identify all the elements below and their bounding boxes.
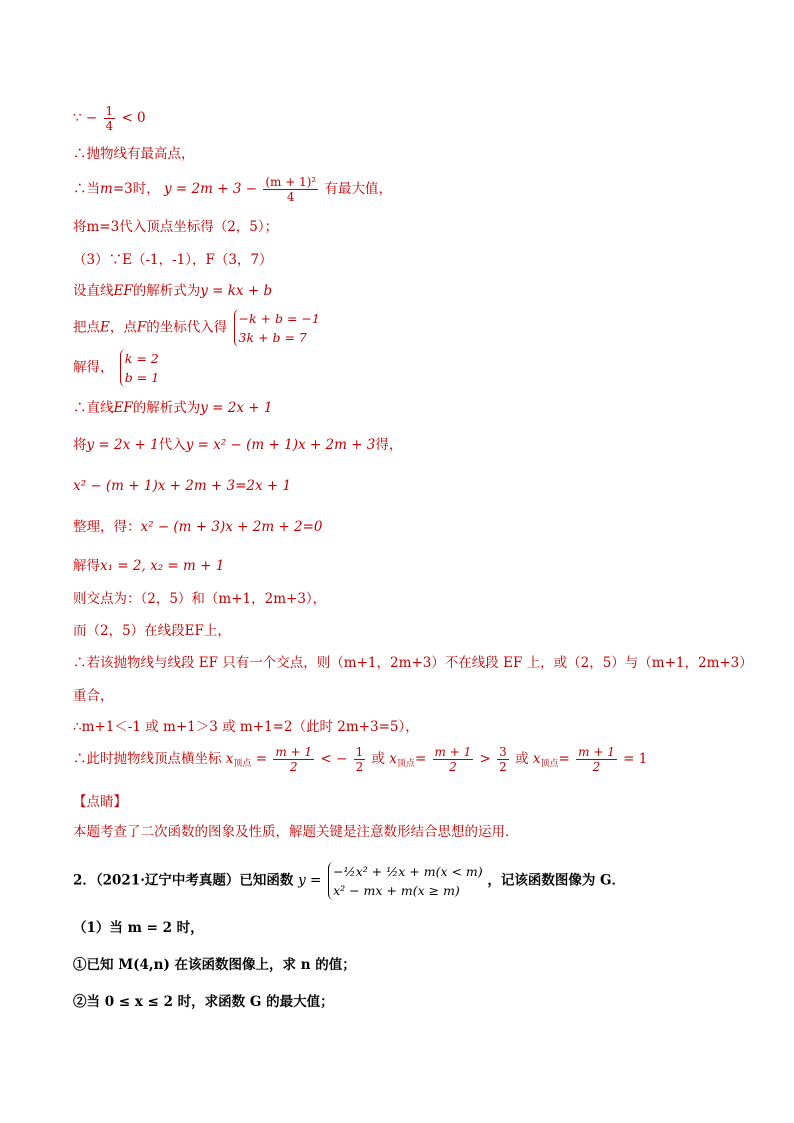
fraction: $\frac{m + 1}{2}$ (275, 745, 313, 774)
piecewise-function: −½x² + ½x + m(x < m) x² − mx + m(x ≥ m) (328, 862, 483, 900)
equation-system: k = 2 b = 1 (120, 349, 159, 387)
line-14: 则交点为：（2，5）和（m+1，2m+3）， (73, 591, 327, 607)
line-13: 解得x₁ = 2, x₂ = m + 1 (73, 558, 225, 574)
line-4: 将m=3代入顶点坐标得（2，5）； (73, 219, 279, 235)
fraction: $\frac{3}{2}$ (499, 745, 507, 774)
line-15: 而（2，5）在线段EF上， (73, 623, 231, 639)
line-2: ∴抛物线有最高点， (73, 146, 195, 162)
equation-system: −k + b = −1 3k + b = 7 (234, 309, 320, 347)
line-18: ∴m+1＜-1 或 m+1＞3 或 m+1=2（此时 2m+3=5）， (73, 719, 419, 735)
line-9: ∴直线EF的解析式为y = 2x + 1 (73, 400, 273, 416)
line-12: 整理，得：x² − (m + 3)x + 2m + 2=0 (73, 519, 323, 535)
sub-question-1-1: ①已知 M(4,n) 在该函数图像上，求 n 的值； (73, 957, 356, 973)
line-5: （3）∵E（-1，-1），F（3，7） (73, 252, 273, 268)
line-17: 重合， (73, 688, 114, 704)
line-16: ∴若该抛物线与线段 EF 只有一个交点，则（m+1，2m+3）不在线段 EF 上，或（2，5）与（m+1，2m+3） (73, 655, 753, 671)
sub-question-1-2: ②当 0 ≤ x ≤ 2 时，求函数 G 的最大值； (73, 994, 334, 1010)
fraction: $\frac{\text{(m + 1)²}}{4}$ (265, 175, 317, 204)
line-6: 设直线EF的解析式为y = kx + b (73, 283, 273, 299)
line-21: 本题考查了二次函数的图象及性质，解题关键是注意数形结合思想的运用． (73, 824, 519, 840)
fraction: $\frac{m + 1}{2}$ (434, 745, 472, 774)
dianjing-heading: 【点睛】 (73, 794, 127, 810)
because-symbol: ∵ (73, 110, 82, 126)
fraction: $\frac{1}{2}$ (355, 745, 364, 774)
line-3: ∴当m=3时， y = 2m + 3 − $\frac{\text{(m + 1)²}}{4}$ 有最大值， (73, 175, 392, 204)
line-1: ∵ − $\frac{1}{4}$ < 0 (73, 104, 146, 133)
line-11: x² − (m + 1)x + 2m + 3=2x + 1 (73, 478, 292, 494)
line-10: 将y = 2x + 1代入y = x² − (m + 1)x + 2m + 3得， (73, 437, 403, 453)
line-19: ∴此时抛物线顶点横坐标 $x_{顶点}$ = $\frac{m + 1}{2}$ < − $\frac{1}{2}$ 或 $x_{顶点}=$ $\frac{m + 1}{2}$ > $\frac{3}{2}$ 或 $x_{顶点}=$ $\frac{m + 1}{2}$ = 1 (73, 745, 648, 774)
fraction: $\frac{1}{4}$ (105, 104, 114, 133)
line-7: 把点E，点F的坐标代入得 −k + b = −1 3k + b = 7 (73, 311, 320, 345)
sub-question-1: （1）当 m = 2 时， (73, 920, 204, 936)
line-8: 解得， k = 2 b = 1 (73, 351, 160, 385)
problem-2-statement: 2．（2021·辽宁中考真题）已知函数 y = −½x² + ½x + m(x < m) x² − mx + m(x ≥ m) ，记该函数图像为 G． (73, 864, 626, 898)
fraction: $\frac{m + 1}{2}$ (578, 745, 615, 774)
